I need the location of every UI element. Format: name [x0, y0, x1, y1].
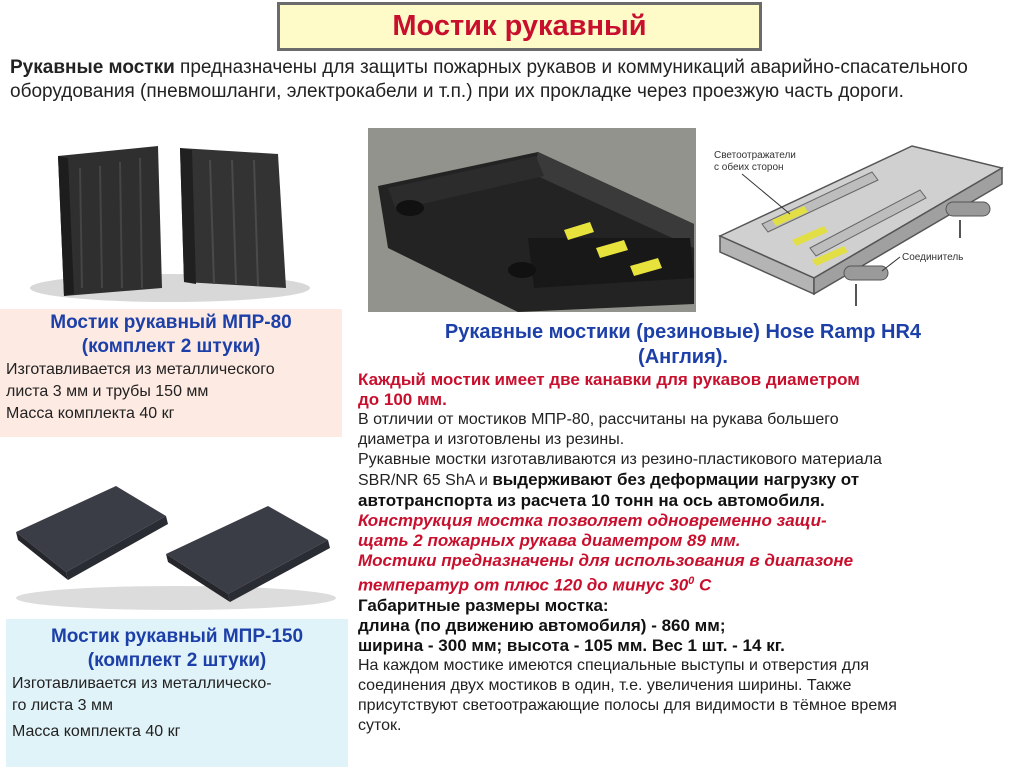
hr4-norm-6: соединения двух мостиков в один, т.е. увеличения ширины. Также: [358, 676, 852, 694]
mpr150-line-2: го листа 3 мм: [12, 697, 113, 714]
hr4-diagram: [702, 128, 1020, 312]
intro-bold: Рукавные мостки: [10, 57, 175, 78]
mpr150-photo: [6, 462, 346, 612]
title-box: [277, 2, 762, 51]
hr4-norm-3: Рукавные мостки изготавливаются из резино-пластикового материала: [358, 451, 882, 468]
hr4-bold-7: длина (по движению автомобиля) - 860 мм;: [358, 615, 726, 635]
hr4-norm-7: присутствуют светоотражающие полосы для видимости в тёмное время: [358, 696, 897, 714]
hr4-description: [358, 320, 1008, 736]
diagram-label-reflectors-2: с обеих сторон: [714, 162, 784, 173]
mpr150-panel: [6, 619, 348, 767]
hr4-bold-6: Габаритные размеры мостка:: [358, 595, 609, 615]
hr4-redi-4: [358, 571, 1008, 596]
hr4-norm-1: В отличии от мостиков МПР-80, рассчитаны на рукава большего: [358, 411, 839, 428]
mpr80-panel: [0, 309, 342, 437]
hr4-red-1: Каждый мостик имеет две канавки для рукавов диаметром: [358, 370, 860, 389]
hr4-norm-5: На каждом мостике имеются специальные выступы и отверстия для: [358, 656, 870, 674]
mpr150-heading-2: (комплект 2 штуки): [87, 650, 267, 671]
mpr80-line-2: листа 3 мм и трубы 150 мм: [6, 383, 209, 400]
hr4-redi-1: Конструкция мостка позволяет одновременно защи-: [358, 511, 827, 530]
hr4-degree-sup: 0: [688, 575, 695, 587]
hr4-red-2: до 100 мм.: [358, 390, 447, 409]
hr4-norm-4a: SBR/NR 65 ShA и: [358, 472, 493, 489]
hr4-bold-5: автотранспорта из расчета 10 тонн на ось автомобиля.: [358, 491, 825, 510]
mpr150-heading-1: Мостик рукавный МПР-150: [50, 626, 304, 647]
hr4-redi-2: щать 2 пожарных рукава диаметром 89 мм.: [358, 531, 741, 550]
hr4-norm-2: диаметра и изготовлены из резины.: [358, 431, 625, 448]
hr4-redi-3: Мостики предназначены для использования в диапазоне: [358, 551, 854, 570]
hr4-norm-8: суток.: [358, 716, 402, 734]
intro-paragraph: [10, 56, 1010, 104]
diagram-label-connector: Соединитель: [902, 252, 964, 263]
mpr150-line-1: Изготавливается из металлическо-: [12, 675, 272, 692]
hr4-photo: [368, 128, 696, 312]
mpr80-line-3: Масса комплекта 40 кг: [6, 405, 175, 422]
hr4-heading-1: Рукавные мостики (резиновые) Hose Ramp HR4: [444, 321, 922, 343]
hr4-bold-4b: выдерживают без деформации нагрузку от: [492, 470, 860, 489]
mpr80-heading-2: (комплект 2 штуки): [81, 336, 261, 357]
mpr150-line-3: Масса комплекта 40 кг: [12, 723, 181, 740]
mpr80-heading-1: Мостик рукавный МПР-80: [50, 312, 292, 333]
hr4-bold-8: ширина - 300 мм; высота - 105 мм. Вес 1 шт. - 14 кг.: [358, 635, 785, 655]
mpr80-line-1: Изготавливается из металлического: [6, 361, 275, 378]
mpr80-photo: [20, 138, 320, 306]
hr4-redi-4-text: температур от плюс 120 до минус 30: [358, 575, 689, 595]
hr4-norm-4: [358, 470, 1008, 491]
intro-text: предназначены для защиты пожарных рукавов и коммуникаций аварийно-спасательного оборудования (пневмошланги, электрокабели и т.п.) при их прокладке через проезжую часть дороги.: [10, 57, 968, 102]
page-title: Мостик рукавный: [392, 10, 647, 42]
hr4-heading-2: (Англия).: [638, 346, 728, 368]
hr4-redi-4-end: С: [694, 575, 712, 595]
diagram-label-reflectors-1: Светоотражатели: [714, 150, 796, 161]
